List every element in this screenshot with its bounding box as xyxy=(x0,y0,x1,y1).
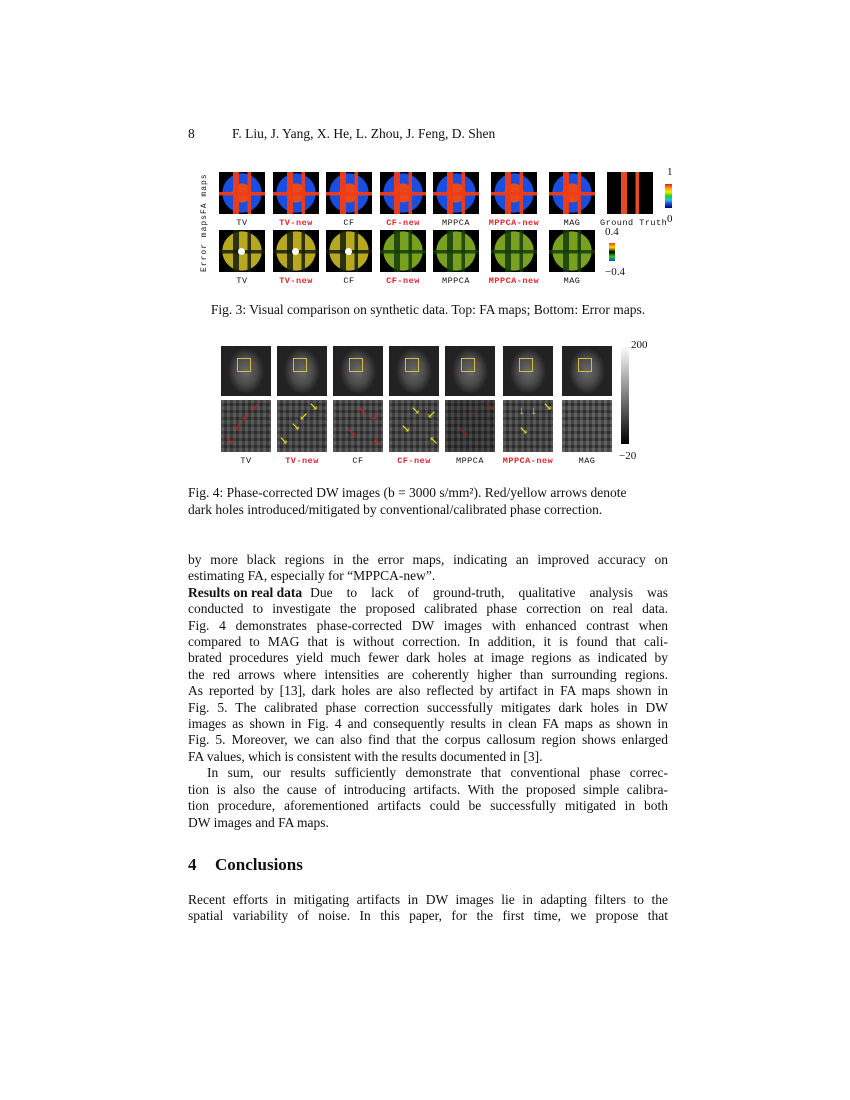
zoom-patch-mppca-new xyxy=(503,400,553,452)
label-cf: CF xyxy=(343,218,355,228)
label-cf: CF xyxy=(352,456,364,466)
red-arrow-icon: ↙ xyxy=(233,421,243,433)
label-mppca-new: MPPCA-new xyxy=(488,218,540,228)
text-line: Fig. 5. The calibrated phase correction successfully mitigates dark holes in DW xyxy=(188,700,668,715)
zoom-patch-mag xyxy=(562,400,612,452)
red-arrow-icon: ↙ xyxy=(251,401,261,413)
fa-map-tv xyxy=(219,172,265,214)
text-line-rest: Due to lack of ground-truth, qualitative analysis was xyxy=(310,585,668,600)
label-tv-new: TV-new xyxy=(279,218,313,228)
zoom-patch-mppca xyxy=(445,400,495,452)
red-arrow-icon: ↘ xyxy=(485,401,495,413)
grayscale-colorbar xyxy=(621,346,629,444)
label-mppca-new: MPPCA-new xyxy=(502,456,554,466)
fa-map-cf-new xyxy=(380,172,426,214)
label-tv-new: TV-new xyxy=(285,456,319,466)
text-line: spatial variability of noise. In this paper, for the first time, we propose that xyxy=(188,908,668,923)
yellow-arrow-icon: ↘ xyxy=(411,405,421,417)
error-map-cf-new xyxy=(380,230,426,272)
figure-4-caption-line: Fig. 4: Phase-corrected DW images (b = 3000 s/mm²). Red/yellow arrows denote xyxy=(188,485,627,500)
fa-map-mag xyxy=(549,172,595,214)
dw-image-tv-new xyxy=(277,346,327,396)
error-map-mppca-new xyxy=(491,230,537,272)
red-arrow-icon: ↘ xyxy=(459,427,469,439)
fa-colorbar-min: 0 xyxy=(667,213,673,225)
yellow-arrow-icon: ↙ xyxy=(299,411,309,423)
text-line: brated procedures yield much fewer dark holes at image regions as indicated by xyxy=(188,650,668,665)
row-label-error-maps: Error maps xyxy=(200,213,209,272)
label-tv: TV xyxy=(236,276,248,286)
yellow-arrow-icon: ↘ xyxy=(279,435,289,447)
label-mppca-new: MPPCA-new xyxy=(488,276,540,286)
fa-map-tv-new xyxy=(273,172,319,214)
label-cf-new: CF-new xyxy=(397,456,431,466)
error-map-mag xyxy=(549,230,595,272)
zoom-patch-tv-new xyxy=(277,400,327,452)
red-arrow-icon: ↘ xyxy=(347,427,357,439)
yellow-arrow-icon: ↖ xyxy=(429,435,439,447)
figure-3-caption: Fig. 3: Visual comparison on synthetic data. Top: FA maps; Bottom: Error maps. xyxy=(210,302,646,317)
dw-image-cf xyxy=(333,346,383,396)
red-arrow-icon: ↓ xyxy=(461,405,467,417)
grayscale-colorbar-min: −20 xyxy=(619,450,637,462)
label-tv-new: TV-new xyxy=(279,276,313,286)
text-line: compared to MAG that is without correction. In addition, it is found that cali- xyxy=(188,634,668,649)
text-line: estimating FA, especially for “MPPCA-new”. xyxy=(188,568,436,583)
label-cf-new: CF-new xyxy=(386,218,420,228)
page-number: 8 xyxy=(188,126,195,141)
red-arrow-icon: ↓ xyxy=(471,405,477,417)
label-mppca: MPPCA xyxy=(441,276,470,286)
dw-image-cf-new xyxy=(389,346,439,396)
yellow-arrow-icon: ↘ xyxy=(291,421,301,433)
text-line: by more black regions in the error maps, indicating an improved accuracy on xyxy=(188,552,668,567)
error-map-mppca xyxy=(433,230,479,272)
text-line: tion procedure, aforementioned artifacts could be successfully mitigated in both xyxy=(188,798,668,813)
dw-image-mppca xyxy=(445,346,495,396)
row-label-fa-maps: FA maps xyxy=(200,173,209,214)
fa-map-mppca-new xyxy=(491,172,537,214)
text-line: Fig. 5. Moreover, we can also find that the corpus callosum region shows enlarged xyxy=(188,732,668,747)
yellow-arrow-icon: ↓ xyxy=(531,405,537,417)
zoom-patch-cf xyxy=(333,400,383,452)
yellow-arrow-icon: ↘ xyxy=(519,425,529,437)
text-line: DW images and FA maps. xyxy=(188,815,329,830)
text-line: In sum, our results sufficiently demonstrate that conventional phase correc- xyxy=(207,765,668,780)
label-mag: MAG xyxy=(563,276,581,286)
label-tv: TV xyxy=(240,456,252,466)
yellow-arrow-icon: ↙ xyxy=(427,409,437,421)
running-header-authors: F. Liu, J. Yang, X. He, L. Zhou, J. Feng, D. Shen xyxy=(232,126,496,141)
error-colorbar-max: 0.4 xyxy=(605,226,619,238)
error-map-tv-new xyxy=(273,230,319,272)
figure-4-caption-line: dark holes introduced/mitigated by conventional/calibrated phase correction. xyxy=(188,502,603,517)
label-mppca: MPPCA xyxy=(455,456,484,466)
label-tv: TV xyxy=(236,218,248,228)
error-colorbar xyxy=(609,243,615,261)
error-colorbar-min: −0.4 xyxy=(605,266,625,278)
text-line: Recent efforts in mitigating artifacts in DW images lie in adapting filters to the xyxy=(188,892,668,907)
label-cf: CF xyxy=(343,276,355,286)
fa-map-ground-truth xyxy=(607,172,653,214)
yellow-arrow-icon: ↘ xyxy=(401,423,411,435)
text-line: tion is also the cause of introducing artifacts. With the proposed simple calibra- xyxy=(188,782,668,797)
results-heading: Results on real data xyxy=(188,585,303,600)
label-mag: MAG xyxy=(563,218,581,228)
dw-image-mag xyxy=(562,346,612,396)
text-line: As reported by [13], dark holes are also reflected by artifact in FA maps shown in xyxy=(188,683,668,698)
text-line: the red arrows where intensities are coherently higher than surrounding regions. xyxy=(188,667,668,682)
red-arrow-icon: ↘ xyxy=(357,405,367,417)
section-number: 4 xyxy=(188,855,197,874)
label-mag: MAG xyxy=(578,456,596,466)
error-map-cf xyxy=(326,230,372,272)
text-line: images as shown in Fig. 4 and consequently results in clean FA maps as shown in xyxy=(188,716,668,731)
fa-map-mppca xyxy=(433,172,479,214)
fa-colorbar xyxy=(665,184,672,208)
section-title: Conclusions xyxy=(215,855,303,874)
text-line: conducted to investigate the proposed calibrated phase correction on real data. xyxy=(188,601,668,616)
fa-colorbar-max: 1 xyxy=(667,166,673,178)
grayscale-colorbar-max: 200 xyxy=(631,339,648,351)
label-mppca: MPPCA xyxy=(441,218,470,228)
red-arrow-icon: ↖ xyxy=(373,437,383,449)
dw-image-tv xyxy=(221,346,271,396)
yellow-arrow-icon: ↓ xyxy=(519,405,525,417)
red-arrow-icon: ↙ xyxy=(241,411,251,423)
text-line xyxy=(188,585,668,601)
dw-image-mppca-new xyxy=(503,346,553,396)
text-line: FA values, which is consistent with the results documented in [3]. xyxy=(188,749,543,764)
yellow-arrow-icon: ↘ xyxy=(543,401,553,413)
red-arrow-icon: ↘ xyxy=(225,435,235,447)
label-ground-truth: Ground Truth xyxy=(600,218,668,228)
label-cf-new: CF-new xyxy=(386,276,420,286)
red-arrow-icon: ↙ xyxy=(371,411,381,423)
text-line: Fig. 4 demonstrates phase-corrected DW images with enhanced contrast when xyxy=(188,618,668,633)
zoom-patch-cf-new xyxy=(389,400,439,452)
error-map-tv xyxy=(219,230,265,272)
yellow-arrow-icon: ↘ xyxy=(309,401,319,413)
zoom-patch-tv xyxy=(221,400,271,452)
fa-map-cf xyxy=(326,172,372,214)
